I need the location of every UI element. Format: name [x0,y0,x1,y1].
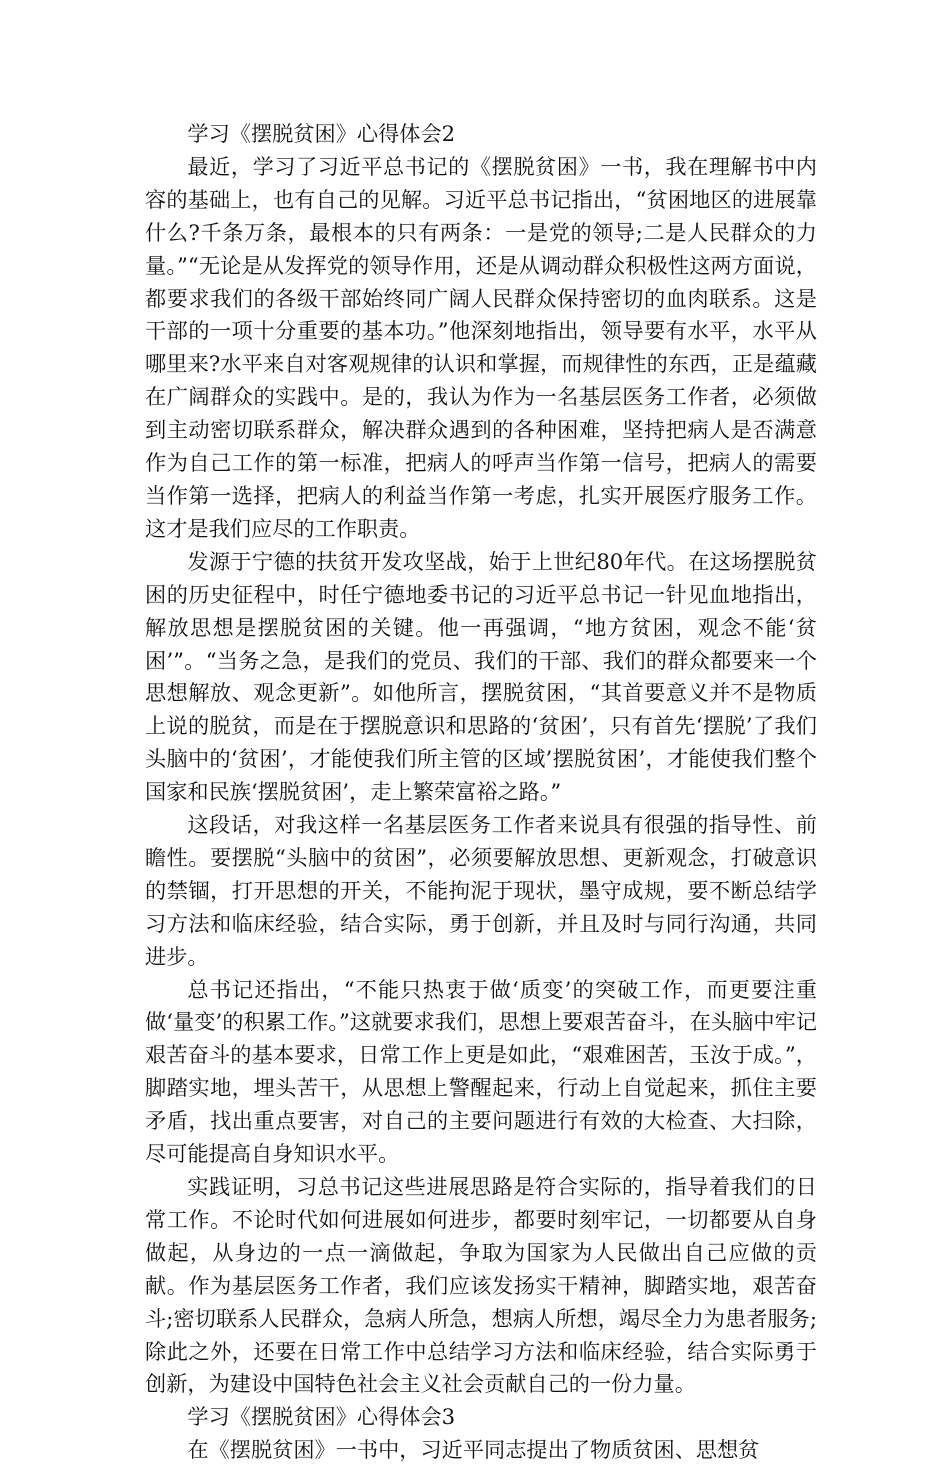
paragraph: 发源于宁德的扶贫开发攻坚战，始于上世纪80年代。在这场摆脱贫困的历史征程中，时任宁德地委书记的习近平总书记一针见血地指出，解放思想是摆脱贫困的关键。他一再强调，“地方贫困，观念不能‘贫困’”。“当务之急，是我们的党员、我们的干部、我们的群众都要来一个思想解放、观念更新”。如他所言，摆脱贫困，“其首要意义并不是物质上说的脱贫，而是在于摆脱意识和思路的‘贫困’，只有首先‘摆脱’了我们头脑中的‘贫困’，才能使我们所主管的区域’摆脱贫困’，才能使我们整个国家和民族‘摆脱贫困’，走上繁荣富裕之路。” [145,548,817,805]
section-heading-2: 学习《摆脱贫困》心得体会2 [187,121,456,146]
paragraph: 这段话，对我这样一名基层医务工作者来说具有很强的指导性、前瞻性。要摆脱“头脑中的贫困”，必须要解放思想、更新观念，打破意识的禁锢，打开思想的开关，不能拘泥于现状，墨守成规，要不断总结学习方法和临床经验，结合实际，勇于创新，并且及时与同行沟通，共同进步。 [145,812,817,969]
paragraph: 总书记还指出，“不能只热衷于做‘质变’的突破工作，而更要注重做‘量变’的积累工作。”这就要求我们，思想上要艰苦奋斗，在头脑中牢记艰苦奋斗的基本要求，日常工作上更是如此，“艰难困苦，玉汝于成。”，脚踏实地，埋头苦干，从思想上警醒起来，行动上自觉起来，抓住主要矛盾，找出重点要害，对自己的主要问题进行有效的大检查、大扫除，尽可能提高自身知识水平。 [145,976,817,1167]
paragraph: 最近，学习了习近平总书记的《摆脱贫困》一书，我在理解书中内容的基础上，也有自己的见解。习近平总书记指出，“贫困地区的进展靠什么?千条万条，最根本的只有两条：一是党的领导;二是人民群众的力量。”“无论是从发挥党的领导作用，还是从调动群众积极性这两方面说，都要求我们的各级干部始终同广阔人民群众保持密切的血肉联系。这是干部的一项十分重要的基本功。”他深刻地指出，领导要有水平，水平从哪里来?水平来自对客观规律的认识和掌握，而规律性的东西，正是蕴藏在广阔群众的实践中。是的，我认为作为一名基层医务工作者，必须做到主动密切联系群众，解决群众遇到的各种困难，坚持把病人是否满意作为自己工作的第一标准，把病人的呼声当作第一信号，把病人的需要当作第一选择，把病人的利益当作第一考虑，扎实开展医疗服务工作。这才是我们应尽的工作职责。 [145,153,817,541]
section-heading-3: 学习《摆脱贫困》心得体会3 [187,1404,456,1430]
paragraph: 实践证明，习总书记这些进展思路是符合实际的，指导着我们的日常工作。不论时代如何进展如何进步，都要时刻牢记，一切都要从自身做起，从身边的一点一滴做起，争取为国家为人民做出自己应做的贡献。作为基层医务工作者，我们应该发扬实干精神，脚踏实地，艰苦奋斗;密切联系人民群众，急病人所急，想病人所想，竭尽全力为患者服务;除此之外，还要在日常工作中总结学习方法和临床经验，结合实际勇于创新，为建设中国特色社会主义社会贡献自己的一份力量。 [145,1174,817,1397]
document-page [145,118,817,1467]
paragraph-truncated: 在《摆脱贫困》一书中，习近平同志提出了物质贫困、思想贫 [187,1437,760,1463]
